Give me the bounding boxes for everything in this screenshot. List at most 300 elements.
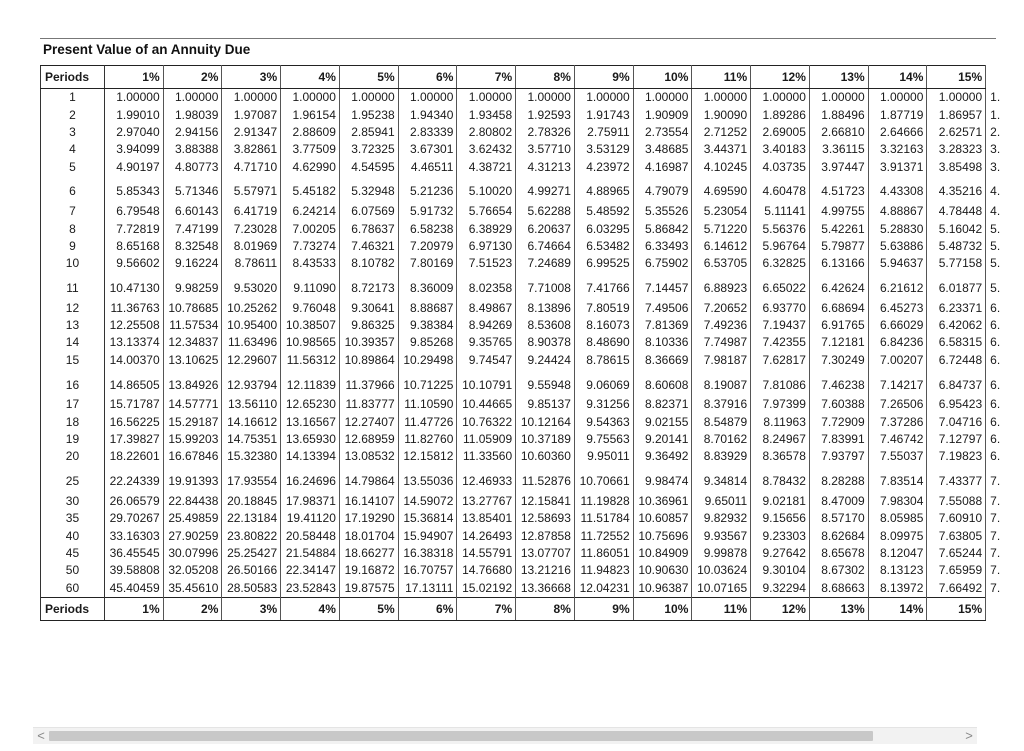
value-cell: 3.28323 [927, 141, 986, 158]
rate-header: 3% [222, 66, 281, 89]
value-cell: 8.62684 [809, 527, 868, 544]
value-cell: 13.65930 [281, 431, 340, 448]
period-cell: 19 [41, 431, 105, 448]
value-cell: 9.30641 [339, 300, 398, 317]
period-cell: 14 [41, 334, 105, 351]
value-cell: 5.23054 [692, 203, 751, 220]
value-cell: 8.82371 [633, 396, 692, 413]
period-cell: 25 [41, 466, 105, 493]
value-cell: 16.56225 [104, 413, 163, 430]
value-cell-partial: 5. [990, 256, 1001, 271]
rate-footer: 9% [574, 597, 633, 620]
value-cell: 9.34814 [692, 466, 751, 493]
value-cell: 8.10782 [339, 255, 398, 272]
periods-footer: Periods [41, 597, 105, 620]
value-cell: 12.11839 [281, 369, 340, 396]
value-cell: 2.69005 [751, 124, 810, 141]
value-cell: 8.36669 [633, 352, 692, 369]
value-cell: 6.68694 [809, 300, 868, 317]
rate-header: 6% [398, 66, 457, 89]
value-cell: 9.31256 [574, 396, 633, 413]
value-cell: 29.70267 [104, 510, 163, 527]
value-cell: 12.27407 [339, 413, 398, 430]
value-cell-partial: 3. [990, 159, 1001, 174]
rate-header: 7% [457, 66, 516, 89]
value-cell: 8.24967 [751, 431, 810, 448]
value-cell: 15.94907 [398, 527, 457, 544]
rate-footer: 14% [868, 597, 927, 620]
value-cell-partial: 6. [990, 397, 1001, 412]
value-cell: 1.00000 [398, 89, 457, 107]
value-cell: 8.54879 [692, 413, 751, 430]
value-cell: 7.47199 [163, 220, 222, 237]
table-row [41, 466, 1014, 493]
value-cell: 7.49506 [633, 300, 692, 317]
value-cell: 5.63886 [868, 238, 927, 255]
value-cell: 1.99010 [104, 106, 163, 123]
value-cell: 12.15812 [398, 448, 457, 465]
value-cell: 10.44665 [457, 396, 516, 413]
value-cell: 4.31213 [516, 159, 575, 176]
value-cell: 7.65244 [927, 545, 986, 562]
value-cell: 21.54884 [281, 545, 340, 562]
value-cell-partial: 7. [990, 528, 1001, 543]
value-cell: 1.93458 [457, 106, 516, 123]
value-cell: 16.67846 [163, 448, 222, 465]
scroll-thumb[interactable] [49, 731, 873, 741]
value-cell: 8.48690 [574, 334, 633, 351]
rate-header: 8% [516, 66, 575, 89]
value-cell: 3.85498 [927, 159, 986, 176]
value-cell-partial: 7. [990, 581, 1001, 596]
value-cell: 11.83777 [339, 396, 398, 413]
value-cell: 10.29498 [398, 352, 457, 369]
value-cell: 4.54595 [339, 159, 398, 176]
value-cell: 10.98565 [281, 334, 340, 351]
value-cell: 1.00000 [339, 89, 398, 107]
value-cell: 9.98474 [633, 466, 692, 493]
value-cell: 5.45182 [281, 176, 340, 203]
table-row [41, 527, 1014, 544]
value-cell: 6.95423 [927, 396, 986, 413]
value-cell: 8.70162 [692, 431, 751, 448]
value-cell: 7.83514 [868, 466, 927, 493]
value-cell: 5.94637 [868, 255, 927, 272]
value-cell: 7.26506 [868, 396, 927, 413]
value-cell: 3.32163 [868, 141, 927, 158]
value-cell: 1.86957 [927, 106, 986, 123]
value-cell: 35.45610 [163, 580, 222, 598]
value-cell: 4.46511 [398, 159, 457, 176]
value-cell: 1.87719 [868, 106, 927, 123]
rate-header: 4% [281, 66, 340, 89]
value-cell: 4.35216 [927, 176, 986, 203]
value-cell: 9.32294 [751, 580, 810, 598]
value-cell: 7.24689 [516, 255, 575, 272]
value-cell: 2.97040 [104, 124, 163, 141]
value-cell: 15.32380 [222, 448, 281, 465]
period-cell: 2 [41, 106, 105, 123]
value-cell: 1.88496 [809, 106, 868, 123]
value-cell: 15.71787 [104, 396, 163, 413]
value-cell: 4.38721 [457, 159, 516, 176]
value-cell: 4.10245 [692, 159, 751, 176]
value-cell: 8.49867 [457, 300, 516, 317]
value-cell: 11.86051 [574, 545, 633, 562]
value-cell: 6.53482 [574, 238, 633, 255]
value-cell: 1.00000 [633, 89, 692, 107]
value-cell: 9.27642 [751, 545, 810, 562]
value-cell: 5.42261 [809, 220, 868, 237]
table-row [41, 580, 1014, 598]
value-cell-partial: 6. [990, 335, 1001, 350]
value-cell: 5.48592 [574, 203, 633, 220]
table-row [41, 493, 1014, 510]
value-cell: 10.89864 [339, 352, 398, 369]
top-rule [40, 38, 996, 39]
value-cell: 8.68663 [809, 580, 868, 598]
value-cell: 8.32548 [163, 238, 222, 255]
value-cell: 10.39357 [339, 334, 398, 351]
value-cell: 8.78611 [222, 255, 281, 272]
value-cell: 9.82932 [692, 510, 751, 527]
value-cell: 2.88609 [281, 124, 340, 141]
value-cell: 9.38384 [398, 317, 457, 334]
rate-footer: 2% [163, 597, 222, 620]
value-cell: 4.90197 [104, 159, 163, 176]
value-cell: 7.73274 [281, 238, 340, 255]
value-cell: 9.95011 [574, 448, 633, 465]
table-row [41, 352, 1014, 369]
horizontal-scrollbar[interactable] [33, 727, 977, 744]
value-cell: 10.76322 [457, 413, 516, 430]
value-cell: 1.00000 [692, 89, 751, 107]
value-cell: 5.77158 [927, 255, 986, 272]
value-cell: 8.13972 [868, 580, 927, 598]
value-cell: 1.90909 [633, 106, 692, 123]
table-row [41, 159, 1014, 176]
value-cell: 19.16872 [339, 562, 398, 579]
value-cell: 3.97447 [809, 159, 868, 176]
value-cell: 17.19290 [339, 510, 398, 527]
value-cell: 18.66277 [339, 545, 398, 562]
value-cell: 6.42624 [809, 273, 868, 300]
value-cell: 3.72325 [339, 141, 398, 158]
value-cell: 7.55088 [927, 493, 986, 510]
rate-footer: 3% [222, 597, 281, 620]
value-cell: 6.74664 [516, 238, 575, 255]
value-cell: 10.12164 [516, 413, 575, 430]
value-cell: 11.56312 [281, 352, 340, 369]
value-cell: 2.64666 [868, 124, 927, 141]
period-cell: 4 [41, 141, 105, 158]
value-cell: 6.75902 [633, 255, 692, 272]
period-cell: 11 [41, 273, 105, 300]
value-cell: 9.74547 [457, 352, 516, 369]
value-cell: 7.66492 [927, 580, 986, 598]
value-cell-partial: 7. [990, 511, 1001, 526]
value-cell: 12.87858 [516, 527, 575, 544]
value-cell: 7.51523 [457, 255, 516, 272]
value-cell: 8.47009 [809, 493, 868, 510]
value-cell: 10.70661 [574, 466, 633, 493]
value-cell: 9.24424 [516, 352, 575, 369]
value-cell: 9.35765 [457, 334, 516, 351]
value-cell: 9.85268 [398, 334, 457, 351]
value-cell: 11.51784 [574, 510, 633, 527]
value-cell: 10.84909 [633, 545, 692, 562]
table-row [41, 396, 1014, 413]
value-cell: 1.94340 [398, 106, 457, 123]
value-cell: 8.83929 [692, 448, 751, 465]
value-cell: 4.69590 [692, 176, 751, 203]
value-cell: 1.91743 [574, 106, 633, 123]
value-cell: 12.04231 [574, 580, 633, 598]
value-cell: 1.97087 [222, 106, 281, 123]
value-cell: 2.91347 [222, 124, 281, 141]
value-cell: 13.36668 [516, 580, 575, 598]
value-cell: 7.83991 [809, 431, 868, 448]
value-cell: 1.00000 [574, 89, 633, 107]
value-cell: 10.07165 [692, 580, 751, 598]
value-cell: 11.72552 [574, 527, 633, 544]
value-cell: 8.11963 [751, 413, 810, 430]
value-cell: 9.06069 [574, 369, 633, 396]
value-cell: 11.63496 [222, 334, 281, 351]
value-cell: 8.43533 [281, 255, 340, 272]
rate-footer: 13% [809, 597, 868, 620]
table-row [41, 562, 1014, 579]
value-cell: 9.02155 [633, 413, 692, 430]
value-cell: 12.15841 [516, 493, 575, 510]
period-cell: 13 [41, 317, 105, 334]
value-cell: 12.68959 [339, 431, 398, 448]
value-cell: 8.65678 [809, 545, 868, 562]
value-cell: 13.56110 [222, 396, 281, 413]
value-cell: 5.86842 [633, 220, 692, 237]
value-cell: 15.36814 [398, 510, 457, 527]
value-cell: 5.71346 [163, 176, 222, 203]
scroll-left-arrow-icon[interactable]: < [37, 728, 45, 743]
value-cell: 7.80519 [574, 300, 633, 317]
value-cell: 11.82760 [398, 431, 457, 448]
value-cell: 1.00000 [516, 89, 575, 107]
rate-header: 10% [633, 66, 692, 89]
value-cell: 7.60910 [927, 510, 986, 527]
value-cell: 2.85941 [339, 124, 398, 141]
value-cell: 1.92593 [516, 106, 575, 123]
value-cell: 7.98187 [692, 352, 751, 369]
value-cell: 8.36009 [398, 273, 457, 300]
value-cell: 1.89286 [751, 106, 810, 123]
value-cell: 5.57971 [222, 176, 281, 203]
rate-header: 15% [927, 66, 986, 89]
value-cell: 3.62432 [457, 141, 516, 158]
table-body [41, 89, 1014, 598]
value-cell: 13.07707 [516, 545, 575, 562]
value-cell: 7.41766 [574, 273, 633, 300]
value-cell: 14.59072 [398, 493, 457, 510]
value-cell: 2.71252 [692, 124, 751, 141]
value-cell: 18.01704 [339, 527, 398, 544]
value-cell: 20.18845 [222, 493, 281, 510]
value-cell: 5.10020 [457, 176, 516, 203]
value-cell: 1.00000 [868, 89, 927, 107]
value-cell: 7.14457 [633, 273, 692, 300]
value-cell: 9.11090 [281, 273, 340, 300]
value-cell-partial: 3. [990, 142, 1001, 157]
period-cell: 6 [41, 176, 105, 203]
table-row [41, 203, 1014, 220]
period-cell: 3 [41, 124, 105, 141]
value-cell: 3.53129 [574, 141, 633, 158]
value-cell: 10.90630 [633, 562, 692, 579]
value-cell: 10.37189 [516, 431, 575, 448]
value-cell: 1.96154 [281, 106, 340, 123]
value-cell: 6.33493 [633, 238, 692, 255]
value-cell: 4.78448 [927, 203, 986, 220]
value-cell: 33.16303 [104, 527, 163, 544]
period-cell: 20 [41, 448, 105, 465]
value-cell: 6.53705 [692, 255, 751, 272]
value-cell-partial: 2. [990, 124, 1001, 139]
value-cell: 5.48732 [927, 238, 986, 255]
period-cell: 16 [41, 369, 105, 396]
value-cell: 1.00000 [222, 89, 281, 107]
value-cell: 1.00000 [927, 89, 986, 107]
value-cell: 11.05909 [457, 431, 516, 448]
value-cell: 6.60143 [163, 203, 222, 220]
value-cell: 27.90259 [163, 527, 222, 544]
table-row [41, 273, 1014, 300]
table-row [41, 238, 1014, 255]
value-cell: 14.86505 [104, 369, 163, 396]
rate-header: 9% [574, 66, 633, 89]
value-cell: 7.65959 [927, 562, 986, 579]
value-cell: 7.93797 [809, 448, 868, 465]
value-cell: 8.90378 [516, 334, 575, 351]
table-row [41, 300, 1014, 317]
value-cell: 4.62990 [281, 159, 340, 176]
value-cell: 22.13184 [222, 510, 281, 527]
value-cell: 9.85137 [516, 396, 575, 413]
value-cell: 6.07569 [339, 203, 398, 220]
value-cell: 3.44371 [692, 141, 751, 158]
value-cell: 6.24214 [281, 203, 340, 220]
scroll-right-arrow-icon[interactable]: > [965, 728, 973, 743]
value-cell: 16.70757 [398, 562, 457, 579]
value-cell: 10.60857 [633, 510, 692, 527]
period-cell: 45 [41, 545, 105, 562]
page-title: Present Value of an Annuity Due [43, 42, 251, 57]
value-cell: 45.40459 [104, 580, 163, 598]
value-cell: 1.00000 [163, 89, 222, 107]
value-cell: 9.23303 [751, 527, 810, 544]
value-cell: 7.55037 [868, 448, 927, 465]
value-cell-partial: 5. [990, 221, 1001, 236]
value-cell: 6.13166 [809, 255, 868, 272]
value-cell: 4.51723 [809, 176, 868, 203]
value-cell: 7.49236 [692, 317, 751, 334]
value-cell: 19.87575 [339, 580, 398, 598]
value-cell: 4.80773 [163, 159, 222, 176]
value-cell: 17.13111 [398, 580, 457, 598]
value-cell: 3.91371 [868, 159, 927, 176]
value-cell: 6.58238 [398, 220, 457, 237]
value-cell: 9.15656 [751, 510, 810, 527]
rate-header: 13% [809, 66, 868, 89]
value-cell: 7.12797 [927, 431, 986, 448]
period-cell: 9 [41, 238, 105, 255]
value-cell: 7.72909 [809, 413, 868, 430]
value-cell: 32.05208 [163, 562, 222, 579]
value-cell: 2.83339 [398, 124, 457, 141]
table-row [41, 369, 1014, 396]
value-cell: 25.49859 [163, 510, 222, 527]
value-cell: 3.40183 [751, 141, 810, 158]
value-cell: 1.00000 [281, 89, 340, 107]
value-cell: 8.36578 [751, 448, 810, 465]
value-cell: 7.97399 [751, 396, 810, 413]
value-cell: 6.42062 [927, 317, 986, 334]
rate-footer: 4% [281, 597, 340, 620]
value-cell: 14.00370 [104, 352, 163, 369]
value-cell: 8.78615 [574, 352, 633, 369]
value-cell-partial: 7. [990, 474, 1001, 489]
value-cell: 4.16987 [633, 159, 692, 176]
value-cell: 6.21612 [868, 273, 927, 300]
period-cell: 10 [41, 255, 105, 272]
period-cell: 60 [41, 580, 105, 598]
value-cell: 13.16567 [281, 413, 340, 430]
value-cell: 4.03735 [751, 159, 810, 176]
value-cell: 6.72448 [927, 352, 986, 369]
value-cell: 10.03624 [692, 562, 751, 579]
value-cell: 8.16073 [574, 317, 633, 334]
period-cell: 30 [41, 493, 105, 510]
value-cell: 8.88687 [398, 300, 457, 317]
value-cell: 5.28830 [868, 220, 927, 237]
table-row [41, 413, 1014, 430]
value-cell: 12.46933 [457, 466, 516, 493]
value-cell: 9.93567 [692, 527, 751, 544]
value-cell: 1.00000 [751, 89, 810, 107]
value-cell-partial: 6. [990, 377, 1001, 392]
value-cell: 6.88923 [692, 273, 751, 300]
value-cell: 13.27767 [457, 493, 516, 510]
value-cell: 39.58808 [104, 562, 163, 579]
value-cell: 13.85401 [457, 510, 516, 527]
value-cell: 11.57534 [163, 317, 222, 334]
value-cell: 13.10625 [163, 352, 222, 369]
value-cell: 8.10336 [633, 334, 692, 351]
value-cell: 3.57710 [516, 141, 575, 158]
value-cell: 7.14217 [868, 369, 927, 396]
rate-header: 11% [692, 66, 751, 89]
value-cell: 23.80822 [222, 527, 281, 544]
table-container [40, 65, 1014, 725]
value-cell: 9.36492 [633, 448, 692, 465]
value-cell: 7.23028 [222, 220, 281, 237]
value-cell: 10.60360 [516, 448, 575, 465]
value-cell: 11.36763 [104, 300, 163, 317]
value-cell-partial: 6. [990, 318, 1001, 333]
value-cell: 1.98039 [163, 106, 222, 123]
value-cell: 8.57170 [809, 510, 868, 527]
value-cell: 9.56602 [104, 255, 163, 272]
value-cell: 20.58448 [281, 527, 340, 544]
value-cell: 7.42355 [751, 334, 810, 351]
